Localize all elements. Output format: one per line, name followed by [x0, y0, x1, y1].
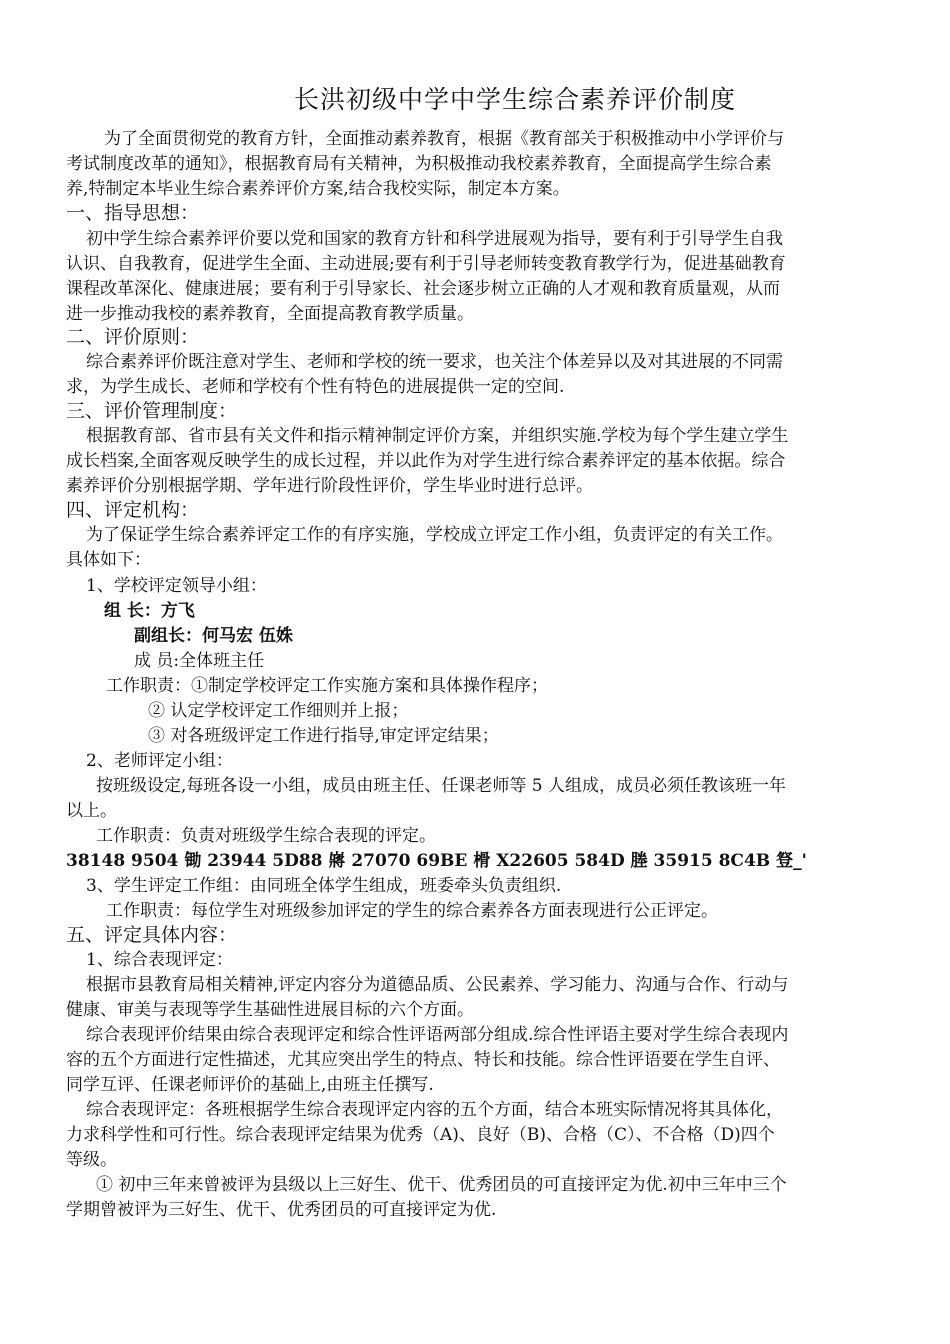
duty-line: 工作职责：每位学生对班级参加评定的学生的综合素养各方面表现进行公正评定。 [106, 901, 718, 921]
intro-line: 为了全面贯彻党的教育方针，全面推动素养教育，根据《教育部关于积极推动中小学评价与 [104, 129, 784, 149]
section-heading: 一、指导思想： [66, 202, 200, 224]
paragraph-line: 具体如下： [66, 550, 151, 570]
section-heading: 三、评价管理制度： [66, 400, 238, 422]
section-heading: 二、评价原则： [66, 326, 200, 348]
garbled-line: 38148 9504 锄 23944 5D88 嶈 27070 69BE 榾 X22605 584D 塍 35915 8C4B 豋_' [66, 851, 807, 871]
paragraph-line: 为了保证学生综合素养评定工作的有序实施，学校成立评定工作小组，负责评定的有关工作。 [86, 525, 783, 545]
paragraph-line: 健康、审美与表现等学生基础性进展目标的六个方面。 [66, 1000, 474, 1020]
paragraph-line: ① 初中三年来曾被评为县级以上三好生、优干、优秀团员的可直接评定为优.初中三年中三个 [96, 1175, 787, 1195]
section-heading: 四、评定机构： [66, 499, 200, 521]
paragraph-line: 力求科学性和可行性。综合表现评定结果为优秀（A)、良好（B)、合格（C）、不合格（D)四个 [66, 1125, 775, 1145]
document-title: 长洪初级中学中学生综合素养评价制度 [294, 85, 737, 114]
paragraph-line: 根据市县教育局相关精神,评定内容分为道德品质、公民素养、学习能力、沟通与合作、行动与 [86, 975, 789, 995]
duty-line: 工作职责：负责对班级学生综合表现的评定。 [96, 826, 436, 846]
paragraph-line: 按班级设定,每班各设一小组，成员由班主任、任课老师等 5 人组成，成员必须任教该班一年 [96, 776, 787, 796]
paragraph-line: 课程改革深化、健康进展；要有利于引导家长、社会逐步树立正确的人才观和教育质量观，从而 [66, 279, 780, 299]
duty-line: 工作职责：①制定学校评定工作实施方案和具体操作程序； [106, 676, 548, 696]
paragraph-line: 求，为学生成长、老师和学校有个性有特色的进展提供一定的空间. [66, 377, 565, 397]
paragraph-line: 认识、自我教育，促进学生全面、主动进展;要有利于引导老师转变教育教学行为，促进基础教育 [66, 254, 786, 274]
paragraph-line: 成长档案,全面客观反映学生的成长过程，并以此作为对学生进行综合素养评定的基本依据。综合 [66, 451, 786, 471]
paragraph-line: 根据教育部、省市县有关文件和指示精神制定评价方案，并组织实施.学校为每个学生建立学生 [86, 426, 789, 446]
paragraph-line: 学期曾被评为三好生、优干、优秀团员的可直接评定为优. [66, 1200, 497, 1220]
intro-line: 养,特制定本毕业生综合素养评价方案,结合我校实际，制定本方案。 [66, 179, 570, 199]
paragraph-line: 综合素养评价既注意对学生、老师和学校的统一要求，也关注个体差异以及对其进展的不同需 [86, 352, 783, 372]
paragraph-line: 素养评价分别根据学期、学年进行阶段性评价，学生毕业时进行总评。 [66, 476, 593, 496]
intro-line: 考试制度改革的通知》，根据教育局有关精神，为积极推动我校素养教育，全面提高学生综合素 [66, 154, 772, 174]
subheading: 1、综合表现评定： [86, 950, 233, 970]
group-members: 成 员:全体班主任 [134, 651, 265, 671]
deputy-leaders: 副组长：何马宏 伍姝 [134, 626, 293, 646]
subheading: 2、老师评定小组： [86, 751, 233, 771]
paragraph-line: 初中学生综合素养评价要以党和国家的教育方针和科学进展观为指导，要有利于引导学生自我 [86, 229, 783, 249]
paragraph-line: 容的五个方面进行定性描述，尤其应突出学生的特点、特长和技能。综合性评语要在学生自评、 [66, 1050, 780, 1070]
paragraph-line: 同学互评、任课老师评价的基础上,由班主任撰写. [66, 1075, 434, 1095]
paragraph-line: 以上。 [66, 801, 117, 821]
paragraph-line: 进一步推动我校的素养教育，全面提高教育教学质量。 [66, 304, 474, 324]
paragraph-line: 综合表现评价结果由综合表现评定和综合性评语两部分组成.综合性评语主要对学生综合表现内 [86, 1025, 789, 1045]
section-heading: 五、评定具体内容： [66, 924, 238, 946]
group-leader: 组 长：方飞 [104, 601, 195, 621]
paragraph-line: 等级。 [66, 1150, 117, 1170]
duty-line: ③ 对各班级评定工作进行指导,审定评定结果； [148, 726, 499, 746]
subheading: 3、学生评定工作组：由同班全体学生组成，班委牵头负责组织. [86, 876, 562, 896]
duty-line: ② 认定学校评定工作细则并上报； [148, 701, 409, 721]
subheading: 1、学校评定领导小组： [86, 576, 267, 596]
paragraph-line: 综合表现评定：各班根据学生综合表现评定内容的五个方面，结合本班实际情况将其具体化， [86, 1100, 783, 1120]
